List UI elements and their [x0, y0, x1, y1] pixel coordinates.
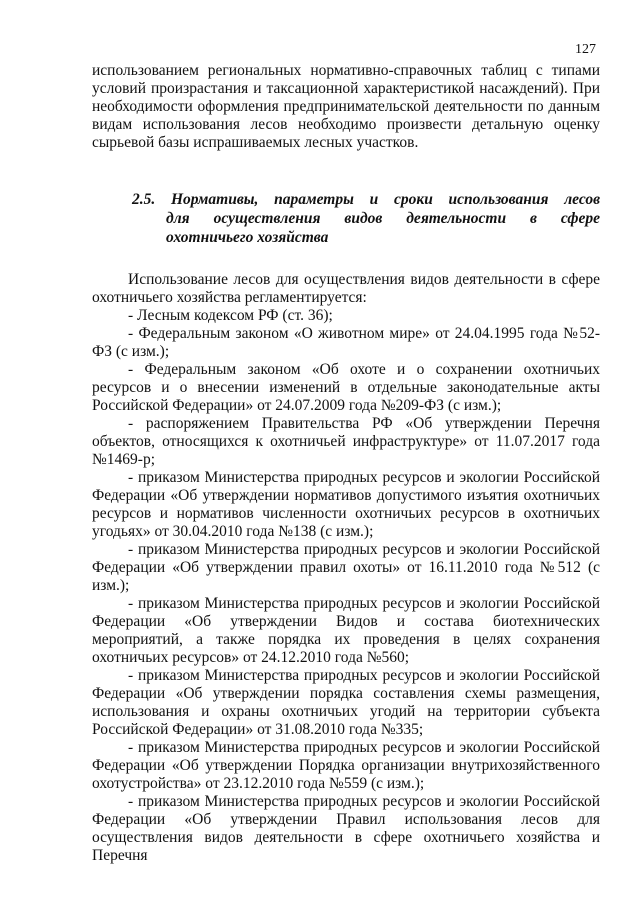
section-heading-line-1: 2.5. Нормативы, параметры и сроки использования лесов — [132, 191, 600, 208]
list-item: - приказом Министерства природных ресурсов и экологии Российской Федерации «Об утверждении нормативов допустимого изъятия охотничьих ресурсов и нормативов численности охотничьих ресурсов в охотничьих угодьях» от 30.04.2010 года №138 (с изм.); — [92, 469, 600, 540]
section-heading-line-2: для осуществления видов деятельности в сфере — [166, 210, 600, 227]
section-heading — [92, 190, 600, 247]
page-content — [92, 62, 600, 865]
list-item: - Лесным кодексом РФ (ст. 36); — [128, 307, 333, 324]
list-item: - приказом Министерства природных ресурсов и экологии Российской Федерации «Об утверждении Видов и состава биотехнических мероприятий, а также порядка их проведения в целях сохранения охотничьих ресурсов» от 24.12.2010 года №560; — [92, 595, 600, 666]
list-item: - Федеральным законом «О животном мире» от 24.04.1995 года №52-ФЗ (с изм.); — [92, 325, 600, 360]
section-heading-line-3: охотничьего хозяйства — [166, 229, 329, 246]
list-item: - приказом Министерства природных ресурсов и экологии Российской Федерации «Об утверждении правил охоты» от 16.11.2010 года №512 (с изм.); — [92, 541, 600, 594]
intro-paragraph: использованием региональных нормативно-справочных таблиц с типами условий произрастания и таксационной характеристикой насаждений). При необходимости оформления предпринимательской деятельности по данным видам использования лесов необходимо произвести детальную оценку сырьевой базы испрашиваемых лесных участков. — [92, 62, 600, 151]
list-item: - Федеральным законом «Об охоте и о сохранении охотничьих ресурсов и о внесении изменений в отдельные законодательные акты Российской Федерации» от 24.07.2009 года №209-ФЗ (с изм.); — [92, 361, 600, 414]
list-item: - распоряжением Правительства РФ «Об утверждении Перечня объектов, относящихся к охотничьей инфраструктуре» от 11.07.2017 года №1469-р; — [92, 415, 600, 468]
page-number: 127 — [575, 42, 596, 57]
list-item: - приказом Министерства природных ресурсов и экологии Российской Федерации «Об утверждении Порядка организации внутрихозяйственного охотустройства» от 23.12.2010 года №559 (с изм.); — [92, 739, 600, 792]
list-item: - приказом Министерства природных ресурсов и экологии Российской Федерации «Об утверждении Правил использования лесов для осуществления видов деятельности в сфере охотничьего хозяйства и Перечня — [92, 793, 600, 864]
list-item: - приказом Министерства природных ресурсов и экологии Российской Федерации «Об утверждении порядка составления схемы размещения, использования и охраны охотничьих угодий на территории субъекта Российской Федерации» от 31.08.2010 года №335; — [92, 667, 600, 738]
regulations-list — [92, 307, 600, 865]
lead-paragraph: Использование лесов для осуществления видов деятельности в сфере охотничьего хозяйства регламентируется: — [92, 271, 600, 306]
